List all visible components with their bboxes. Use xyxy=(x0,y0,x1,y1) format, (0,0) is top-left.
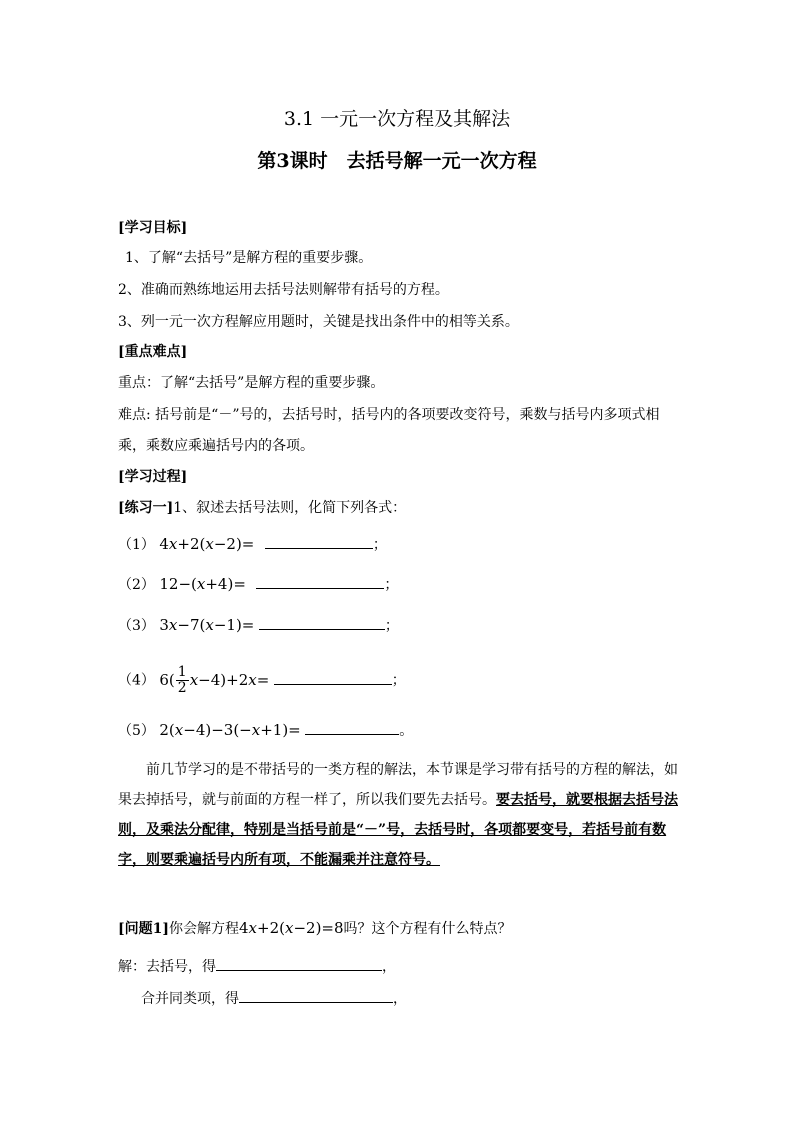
math-expression: 2(x−4)−3(−x+1)= xyxy=(159,721,301,739)
problem-text: 吗？这个方程有什么特点？ xyxy=(343,921,512,937)
intro-emphasis-text: 要去括号，就要根据去括号法则，及乘法分配律，特别是当括号前是“－”号，去括号时，各项都要变号，若括号前有数字，则要乘遍括号内所有项，不能漏乘并注意符号。 xyxy=(118,792,678,868)
answer-blank[interactable] xyxy=(216,956,382,971)
objective-item: 3、列一元一次方程解应用题时，关键是找出条件中的相等关系。 xyxy=(118,314,519,330)
math-expression: 6( $\frac{1}{2}$ x−4)+2x= xyxy=(159,664,270,696)
step-end: ， xyxy=(393,991,407,1007)
problem-text: 你会解方程 xyxy=(169,921,239,937)
exercise-item-1 xyxy=(118,534,387,555)
exercise-item-4 xyxy=(118,665,406,696)
item-end: ； xyxy=(372,537,387,553)
answer-blank[interactable] xyxy=(256,574,384,589)
key-point-text: 重点：了解“去括号”是解方程的重要步骤。 xyxy=(118,375,385,391)
exercise-label: [练习一] xyxy=(118,500,174,516)
answer-blank[interactable] xyxy=(239,988,393,1003)
page-title: 3.1 一元一次方程及其解法 xyxy=(283,108,511,130)
answer-blank[interactable] xyxy=(265,534,373,549)
step-end: ， xyxy=(382,959,396,975)
objectives-heading: [学习目标] xyxy=(118,220,188,236)
item-end: 。 xyxy=(399,723,414,739)
problem-label: [问题1] xyxy=(118,921,169,937)
exercise-item-2 xyxy=(118,574,398,595)
objective-item: 2、准确而熟练地运用去括号法则解带有括号的方程。 xyxy=(118,282,449,298)
lesson-subtitle: 第3课时 去括号解一元一次方程 xyxy=(257,150,537,172)
process-heading: [学习过程] xyxy=(118,469,188,485)
item-number: （5） xyxy=(118,723,155,739)
fraction: $\frac{1}{2}$ xyxy=(177,664,187,696)
difficulty-text: 难点: 括号前是“－”号的，去括号时，括号内的各项要改变符号，乘数与括号内多项式相 xyxy=(118,407,660,423)
key-points-heading: [重点难点] xyxy=(118,344,188,360)
math-expression: 4x+2(x−2)= xyxy=(159,535,255,553)
problem-equation: 4x+2(x−2)=8 xyxy=(239,919,344,937)
item-end: ； xyxy=(391,672,406,689)
exercise-item-3 xyxy=(118,615,399,636)
objective-item: 1、了解“去括号”是解方程的重要步骤。 xyxy=(125,250,373,266)
item-end: ； xyxy=(384,618,399,634)
solution-step-1 xyxy=(118,956,396,977)
answer-blank[interactable] xyxy=(305,720,399,735)
item-number: （2） xyxy=(118,577,155,593)
difficulty-text: 乘，乘数应乘遍括号内的各项。 xyxy=(118,438,314,454)
item-number: （1） xyxy=(118,537,155,553)
exercise-item-5 xyxy=(118,720,413,741)
exercise-text: 1、叙述去括号法则，化简下列各式： xyxy=(173,500,407,516)
item-number: （3） xyxy=(118,618,155,634)
math-expression: 12−(x+4)= xyxy=(159,575,246,593)
item-number: （4） xyxy=(118,672,155,689)
exercise-line xyxy=(118,498,406,518)
problem-1-line xyxy=(118,918,512,939)
intro-plain-text: 前几节学习的是不带括号的一类方程的解法，本节课是学习带有括号的方程的解法，如果去掉括号，就与前面的方程一样了，所以我们要先去括号。 xyxy=(118,762,678,808)
intro-paragraph xyxy=(118,755,680,875)
answer-blank[interactable] xyxy=(259,615,385,630)
solution-step-2 xyxy=(141,988,407,1009)
step-text: 合并同类项，得 xyxy=(141,991,239,1007)
math-expression: 3x−7(x−1)= xyxy=(159,616,255,634)
item-end: ； xyxy=(384,577,399,593)
answer-blank[interactable] xyxy=(274,670,392,685)
step-text: 解：去括号，得 xyxy=(118,959,216,975)
